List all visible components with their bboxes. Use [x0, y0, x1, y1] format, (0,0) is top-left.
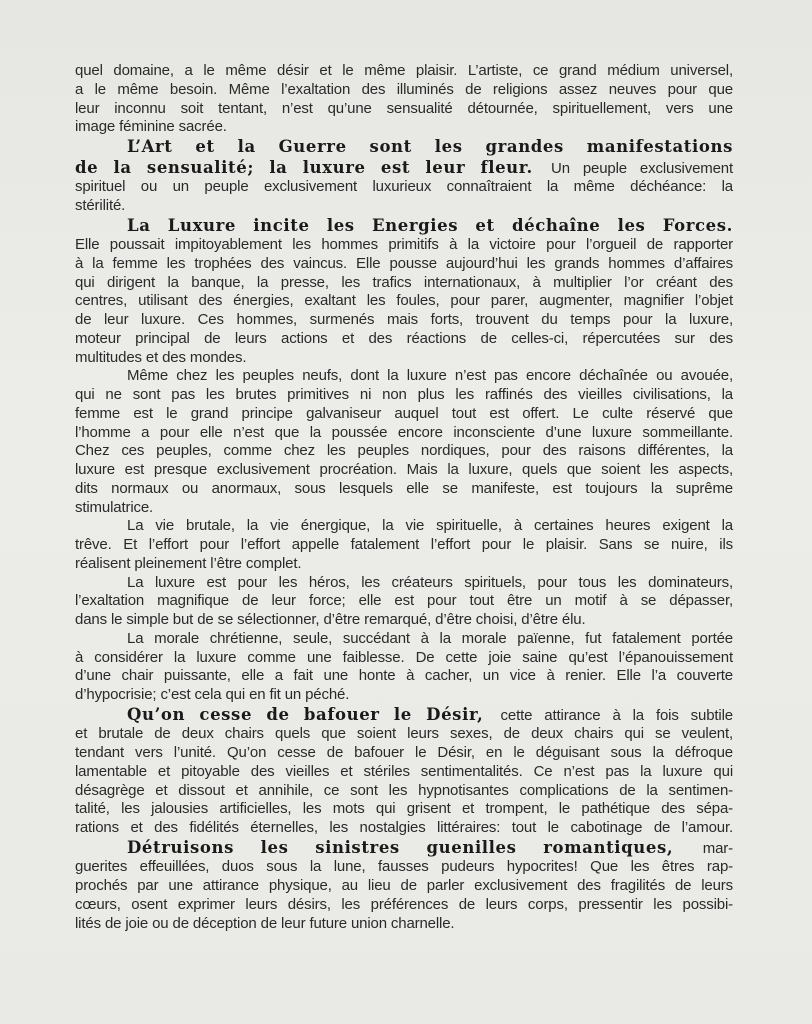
body-text: d’hypocrisie; c’est cela qui en fit un péché.	[75, 686, 350, 703]
text-line	[75, 158, 733, 179]
body-text: luxure est presque exclusivement procréation. Mais la luxure, quels que soient les aspects,	[75, 461, 733, 478]
text-line	[75, 725, 733, 744]
text-line	[75, 349, 733, 368]
text-line	[75, 274, 733, 293]
text-line	[75, 100, 733, 119]
paragraph	[75, 838, 733, 934]
text-line	[75, 330, 733, 349]
text-line	[75, 499, 733, 518]
text-line	[75, 800, 733, 819]
body-text: quel domaine, a le même désir et le même plaisir. L’artiste, ce grand médium universel,	[75, 62, 733, 79]
body-text: stimulatrice.	[75, 498, 154, 516]
bold-heading: de la sensualité; la luxure est leur fleur.	[75, 157, 533, 177]
text-line	[75, 686, 733, 705]
text-line	[75, 705, 733, 726]
body-text: stérilité.	[75, 196, 126, 214]
text-line	[75, 574, 733, 593]
body-text: à la femme les trophées des vaincus. Elle pousse aujourd’hui les grands hommes d’affaires	[75, 254, 733, 272]
body-text: l’homme a pour elle n’est que la poussée encore inconsciente d’une luxure sommeillante.	[75, 423, 733, 441]
text-line	[75, 592, 733, 611]
text-line	[75, 744, 733, 763]
body-text: dits normaux ou anormaux, sous lesquels elle se manifeste, est toujours la suprême	[75, 479, 733, 497]
paragraph	[75, 62, 733, 137]
text-line	[75, 517, 733, 536]
paragraph	[75, 705, 733, 838]
body-text: lités de joie ou de déception de leur future union charnelle.	[75, 914, 455, 932]
text-line	[75, 838, 733, 859]
text-line	[75, 118, 733, 137]
text-line	[75, 896, 733, 915]
text-line	[75, 763, 733, 782]
paragraph	[75, 216, 733, 368]
text-line	[75, 858, 733, 877]
text-line	[75, 236, 733, 255]
body-text: cette attirance à la fois subtile	[500, 706, 733, 724]
text-line	[75, 255, 733, 274]
body-text: d’une chair puissante, elle a fait une honte à cacher, un vice à renier. Elle l’a couverte	[75, 667, 733, 685]
text-line	[75, 555, 733, 574]
text-line	[75, 649, 733, 668]
body-text: multitudes et des mondes.	[75, 348, 247, 366]
body-text: trêve. Et l’effort pour l’effort appelle fatalement l’effort pour le plaisir. Sans se nuire, ils	[75, 536, 733, 553]
body-text: lamentable et pitoyable des vieilles et stériles sentimentalités. Ce n’est pas la luxure qui	[75, 762, 733, 780]
body-text: Chez ces peuples, comme chez les peuples nordiques, pour des raisons différentes, la	[75, 442, 733, 460]
body-text: image féminine sacrée.	[75, 118, 227, 136]
body-text: et brutale de deux chairs quels que soient leurs sexes, de deux chairs qui se veulent,	[75, 725, 733, 743]
body-text: La luxure est pour les héros, les créateurs spirituels, pour tous les dominateurs,	[127, 573, 733, 591]
bold-heading: Qu’on cesse de bafouer le Désir,	[127, 704, 484, 724]
body-text: l’exaltation magnifique de leur force; elle est pour tout être un motif à se dépasser,	[75, 592, 733, 610]
text-line	[75, 386, 733, 405]
body-text: Elle poussait impitoyablement les hommes primitifs à la victoire pour l’orgueil de rapporter	[75, 236, 733, 253]
body-text: rations et des fidélités éternelles, les nostalgies littéraires: tout le cabotinage de l’amour.	[75, 819, 733, 836]
body-text: Un peuple exclusivement	[551, 159, 734, 177]
bold-heading: L’Art et la Guerre sont les grandes manifestations	[127, 137, 733, 156]
text-line	[75, 877, 733, 896]
body-text: leur inconnu soit tentant, n’est qu’une sensualité détournée, spirituellement, vers une	[75, 99, 733, 117]
body-text: mar-	[702, 839, 733, 857]
text-line	[75, 611, 733, 630]
text-line	[75, 62, 733, 81]
text-line	[75, 405, 733, 424]
bold-heading: La Luxure incite les Energies et déchaîne les Forces.	[127, 215, 733, 235]
text-line	[75, 782, 733, 801]
paragraph	[75, 367, 733, 517]
text-line	[75, 367, 733, 386]
body-text: Même chez les peuples neufs, dont la luxure n’est pas encore déchaînée ou avouée,	[127, 367, 733, 385]
body-text: a le même besoin. Même l’exaltation des illuminés de religions assez neuves pour que	[75, 80, 733, 98]
text-line	[75, 461, 733, 480]
body-text: qui ne sont pas les brutes primitives ni non plus les raffinés des vieilles civilisations, la	[75, 386, 733, 403]
text-line	[75, 311, 733, 330]
text-line	[75, 81, 733, 100]
paragraph	[75, 574, 733, 630]
body-text: tendant vers l’unité. Qu’on cesse de bafouer le Désir, en le déguisant sous la défroque	[75, 744, 733, 761]
body-text: dans le simple but de se sélectionner, d’être remarqué, d’être choisi, d’être élu.	[75, 611, 586, 628]
text-line	[75, 424, 733, 443]
body-text: femme est le grand principe galvaniseur auquel tout est offert. Le culte réservé que	[75, 404, 733, 422]
body-text: guerites effeuillées, duos sous la lune, fausses pudeurs hypocrites! Que les êtres rap-	[75, 858, 733, 876]
body-text: qui dirigent la banque, la presse, les trafics internationaux, à multiplier l’or créant des	[75, 273, 733, 291]
text-line	[75, 536, 733, 555]
body-text: La morale chrétienne, seule, succédant à la morale païenne, fut fatalement portée	[127, 629, 733, 647]
text-line	[75, 178, 733, 197]
body-text: à considérer la luxure comme une faiblesse. De cette joie saine qu’est l’épanouissement	[75, 648, 733, 666]
paragraph	[75, 630, 733, 705]
text-line	[75, 197, 733, 216]
document-page	[75, 62, 733, 933]
body-text: désagrège et dissout et annihile, ce sont les hypnotisantes complications de la sentimen-	[75, 781, 733, 799]
body-text: La vie brutale, la vie énergique, la vie spirituelle, à certaines heures exigent la	[127, 517, 733, 535]
text-line	[75, 292, 733, 311]
body-text: spirituel ou un peuple exclusivement luxurieux connaîtraient la même déchéance: la	[75, 178, 733, 195]
text-line	[75, 442, 733, 461]
text-line	[75, 667, 733, 686]
body-text: moteur principal de leurs actions et des réactions de celles-ci, répercutées sur des	[75, 329, 733, 347]
paragraph	[75, 517, 733, 573]
text-line	[75, 216, 733, 237]
text-line	[75, 915, 733, 934]
body-text: cœurs, osent exprimer leurs désirs, les préférences de leurs corps, pressentir les possibi-	[75, 895, 733, 913]
paragraph	[75, 137, 733, 216]
text-line	[75, 137, 733, 158]
body-text: de leur luxure. Ces hommes, surmenés mais forts, trouvent du temps pour la luxure,	[75, 311, 733, 328]
body-text: prochés par une attirance physique, au lieu de parler exclusivement des fragilités de leurs	[75, 877, 733, 894]
text-line	[75, 480, 733, 499]
text-line	[75, 819, 733, 838]
bold-heading: Détruisons les sinistres guenilles romantiques,	[127, 837, 674, 857]
body-text: talité, les jalousies artificielles, les mots qui grisent et trompent, le pathétique des sépa-	[75, 800, 733, 818]
body-text: centres, utilisant des énergies, exaltant les foules, pour parer, augmenter, magnifier l’objet	[75, 292, 733, 310]
text-line	[75, 630, 733, 649]
body-text: réalisent pleinement l’être complet.	[75, 554, 302, 572]
